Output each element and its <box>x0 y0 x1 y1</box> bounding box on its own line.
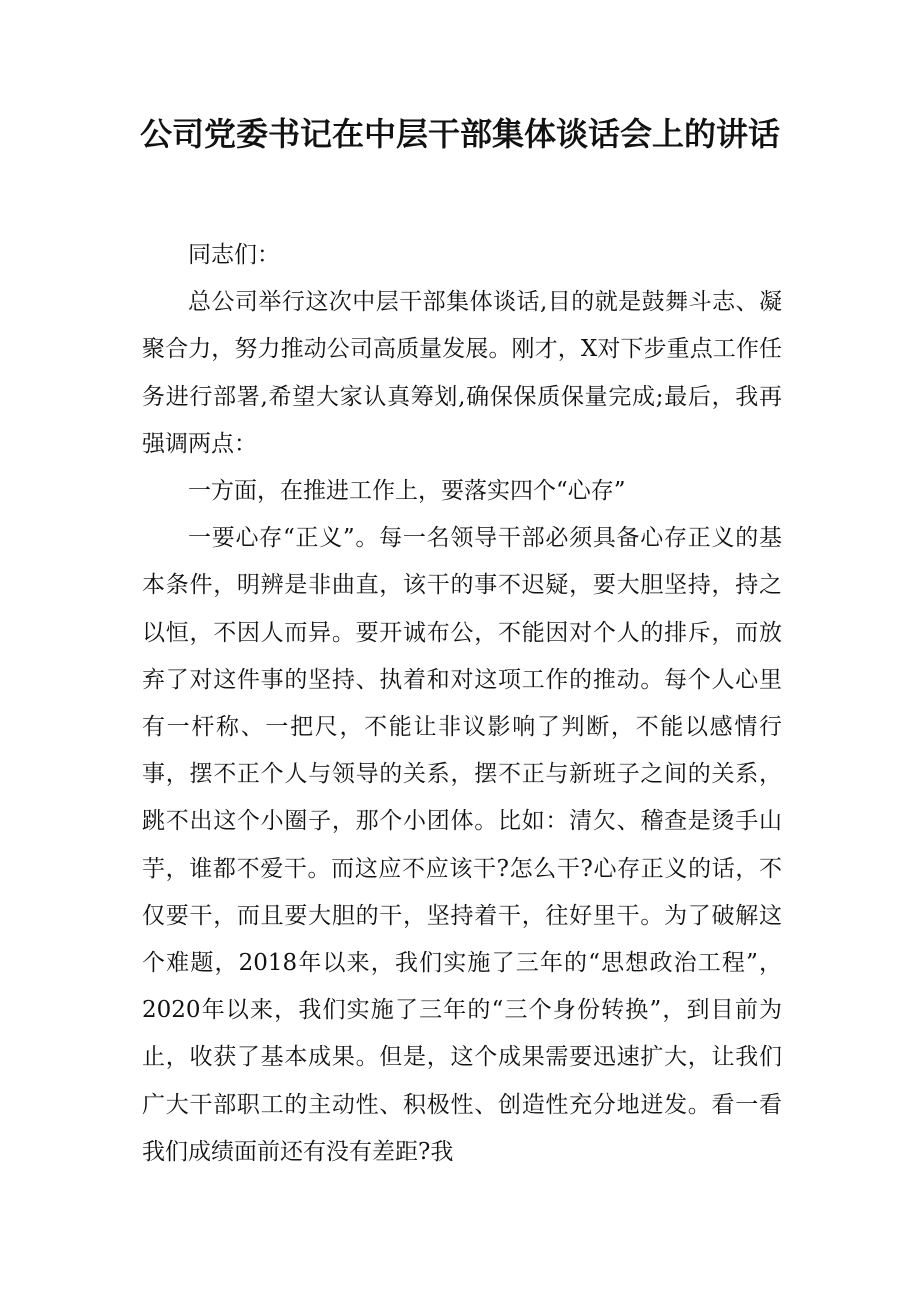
intro-paragraph: 总公司举行这次中层干部集体谈话,目的就是鼓舞斗志、凝聚合力，努力推动公司高质量发展。刚才，X对下步重点工作任务进行部署,希望大家认真筹划,确保保质保量完成;最后，我再强调两点： <box>142 289 782 457</box>
section-heading-paragraph: 一方面，在推进工作上，要落实四个“心存” <box>188 478 626 505</box>
salutation-paragraph: 同志们： <box>188 242 280 268</box>
document-title: 公司党委书记在中层干部集体谈话会上的讲话 <box>140 115 781 153</box>
document-body <box>142 232 782 1176</box>
body-paragraph: 一要心存“正义”。每一名领导干部必须具备心存正义的基本条件，明辨是非曲直，该干的事不迟疑，要大胆坚持，持之以恒，不因人而异。要开诚布公，不能因对个人的排斥，而放弃了对这件事的坚持、执着和对这项工作的推动。每个人心里有一杆称、一把尺，不能让非议影响了判断，不能以感情行事，摆不正个人与领导的关系，摆不正与新班子之间的关系，跳不出这个小圈子，那个小团体。比如：清欠、稽查是烫手山芋，谁都不爱干。而这应不应该干?怎么干?心存正义的话，不仅要干，而且要大胆的干，坚持着干，往好里干。为了破解这个难题，2018年以来，我们实施了三年的“思想政治工程”，2020年以来，我们实施了三年的“三个身份转换”，到目前为止，收获了基本成果。但是，这个成果需要迅速扩大，让我们广大干部职工的主动性、积极性、创造性充分地迸发。看一看我们成绩面前还有没有差距?我 <box>142 525 782 1165</box>
